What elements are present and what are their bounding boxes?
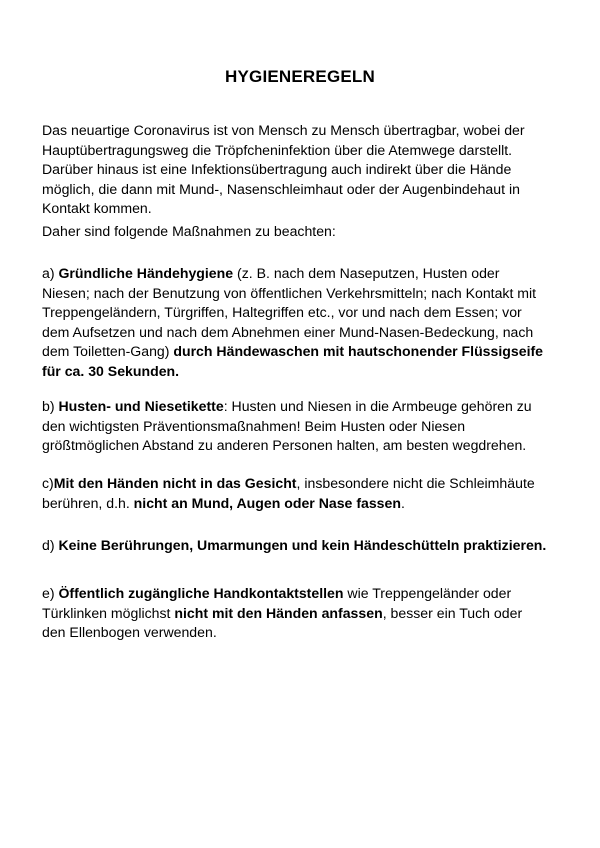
rule-heading: Mit den Händen nicht in das Gesicht [53,475,297,491]
text-span: wie Treppengeländer oder [343,585,512,601]
text-span: , insbesondere nicht die Schleimhäute [296,475,535,491]
rule-prefix: c) [42,475,54,491]
text-line [42,604,562,624]
rule-e-paragraph [42,584,562,643]
text-line: Darüber hinaus ist eine Infektionsübertragung auch indirekt über die Hände [42,161,512,178]
rule-d-paragraph [42,536,562,556]
rule-heading: Öffentlich zugängliche Handkontaktstellen [58,585,344,601]
text-line [42,474,562,494]
text-line: Hauptübertragungsweg die Tröpfcheninfektion über die Atemwege darstellt. [42,141,513,158]
text-span: (z. B. nach dem Naseputzen, Husten oder [233,265,500,281]
text-line: Das neuartige Coronavirus ist von Mensch zu Mensch übertragbar, wobei der [42,122,525,138]
rule-heading: Husten- und Niesetikette [58,398,224,414]
emphasis-text: durch Händewaschen mit hautschonender Flüssigseife [173,343,544,360]
text-span: , besser ein Tuch oder [382,604,523,621]
text-line [42,536,562,556]
rule-b-paragraph [42,397,562,456]
text-line: Kontakt kommen. [42,200,152,217]
text-span: dem Toiletten-Gang) [42,343,174,360]
rule-prefix: e) [42,585,59,601]
text-line: möglich, die dann mit Mund-, Nasenschleimhaut oder der Augenbindehaut in [42,180,520,197]
text-line [42,397,562,417]
page-title: HYGIENEREGELN [225,67,375,86]
rule-prefix: b) [42,398,59,414]
emphasis-text: für ca. 30 Sekunden. [42,362,180,379]
text-line: dem Aufsetzen und nach dem Abnehmen einer Mund-Nasen-Bedeckung, nach [42,323,534,340]
emphasis-text: nicht mit den Händen anfassen [174,604,383,621]
text-line [42,342,562,362]
text-span: Türklinken möglichst [42,604,175,621]
measures-intro: Daher sind folgende Maßnahmen zu beachten: [42,223,336,239]
intro-paragraph [42,121,562,219]
text-line [42,362,562,382]
rule-heading: Keine Berührungen, Umarmungen und kein Händeschütteln praktizieren. [58,537,547,553]
text-span: : Husten und Niesen in die Armbeuge gehören zu [223,398,532,414]
emphasis-text: nicht an Mund, Augen oder Nase fassen [133,494,401,511]
rule-a-paragraph [42,264,562,382]
text-line [42,264,562,284]
rule-prefix: d) [42,537,59,553]
text-line: Treppengeländern, Türgriffen, Haltegriffen etc., vor und nach dem Essen; vor [42,304,522,321]
text-line: Niesen; nach der Benutzung von öffentlichen Verkehrsmitteln; nach Kontakt mit [42,284,537,301]
text-line [42,584,562,604]
text-line: größtmöglichen Abstand zu anderen Personen halten, am besten wegdrehen. [42,437,527,454]
rule-heading: Gründliche Händehygiene [58,265,234,281]
text-line: den Ellenbogen verwenden. [42,624,217,641]
text-span: . [400,494,405,511]
text-span: berühren, d.h. [42,494,134,511]
text-line: den wichtigsten Präventionsmaßnahmen! Beim Husten oder Niesen [42,417,466,434]
text-line [42,494,562,514]
rule-prefix: a) [42,265,59,281]
rule-c-paragraph [42,474,562,513]
